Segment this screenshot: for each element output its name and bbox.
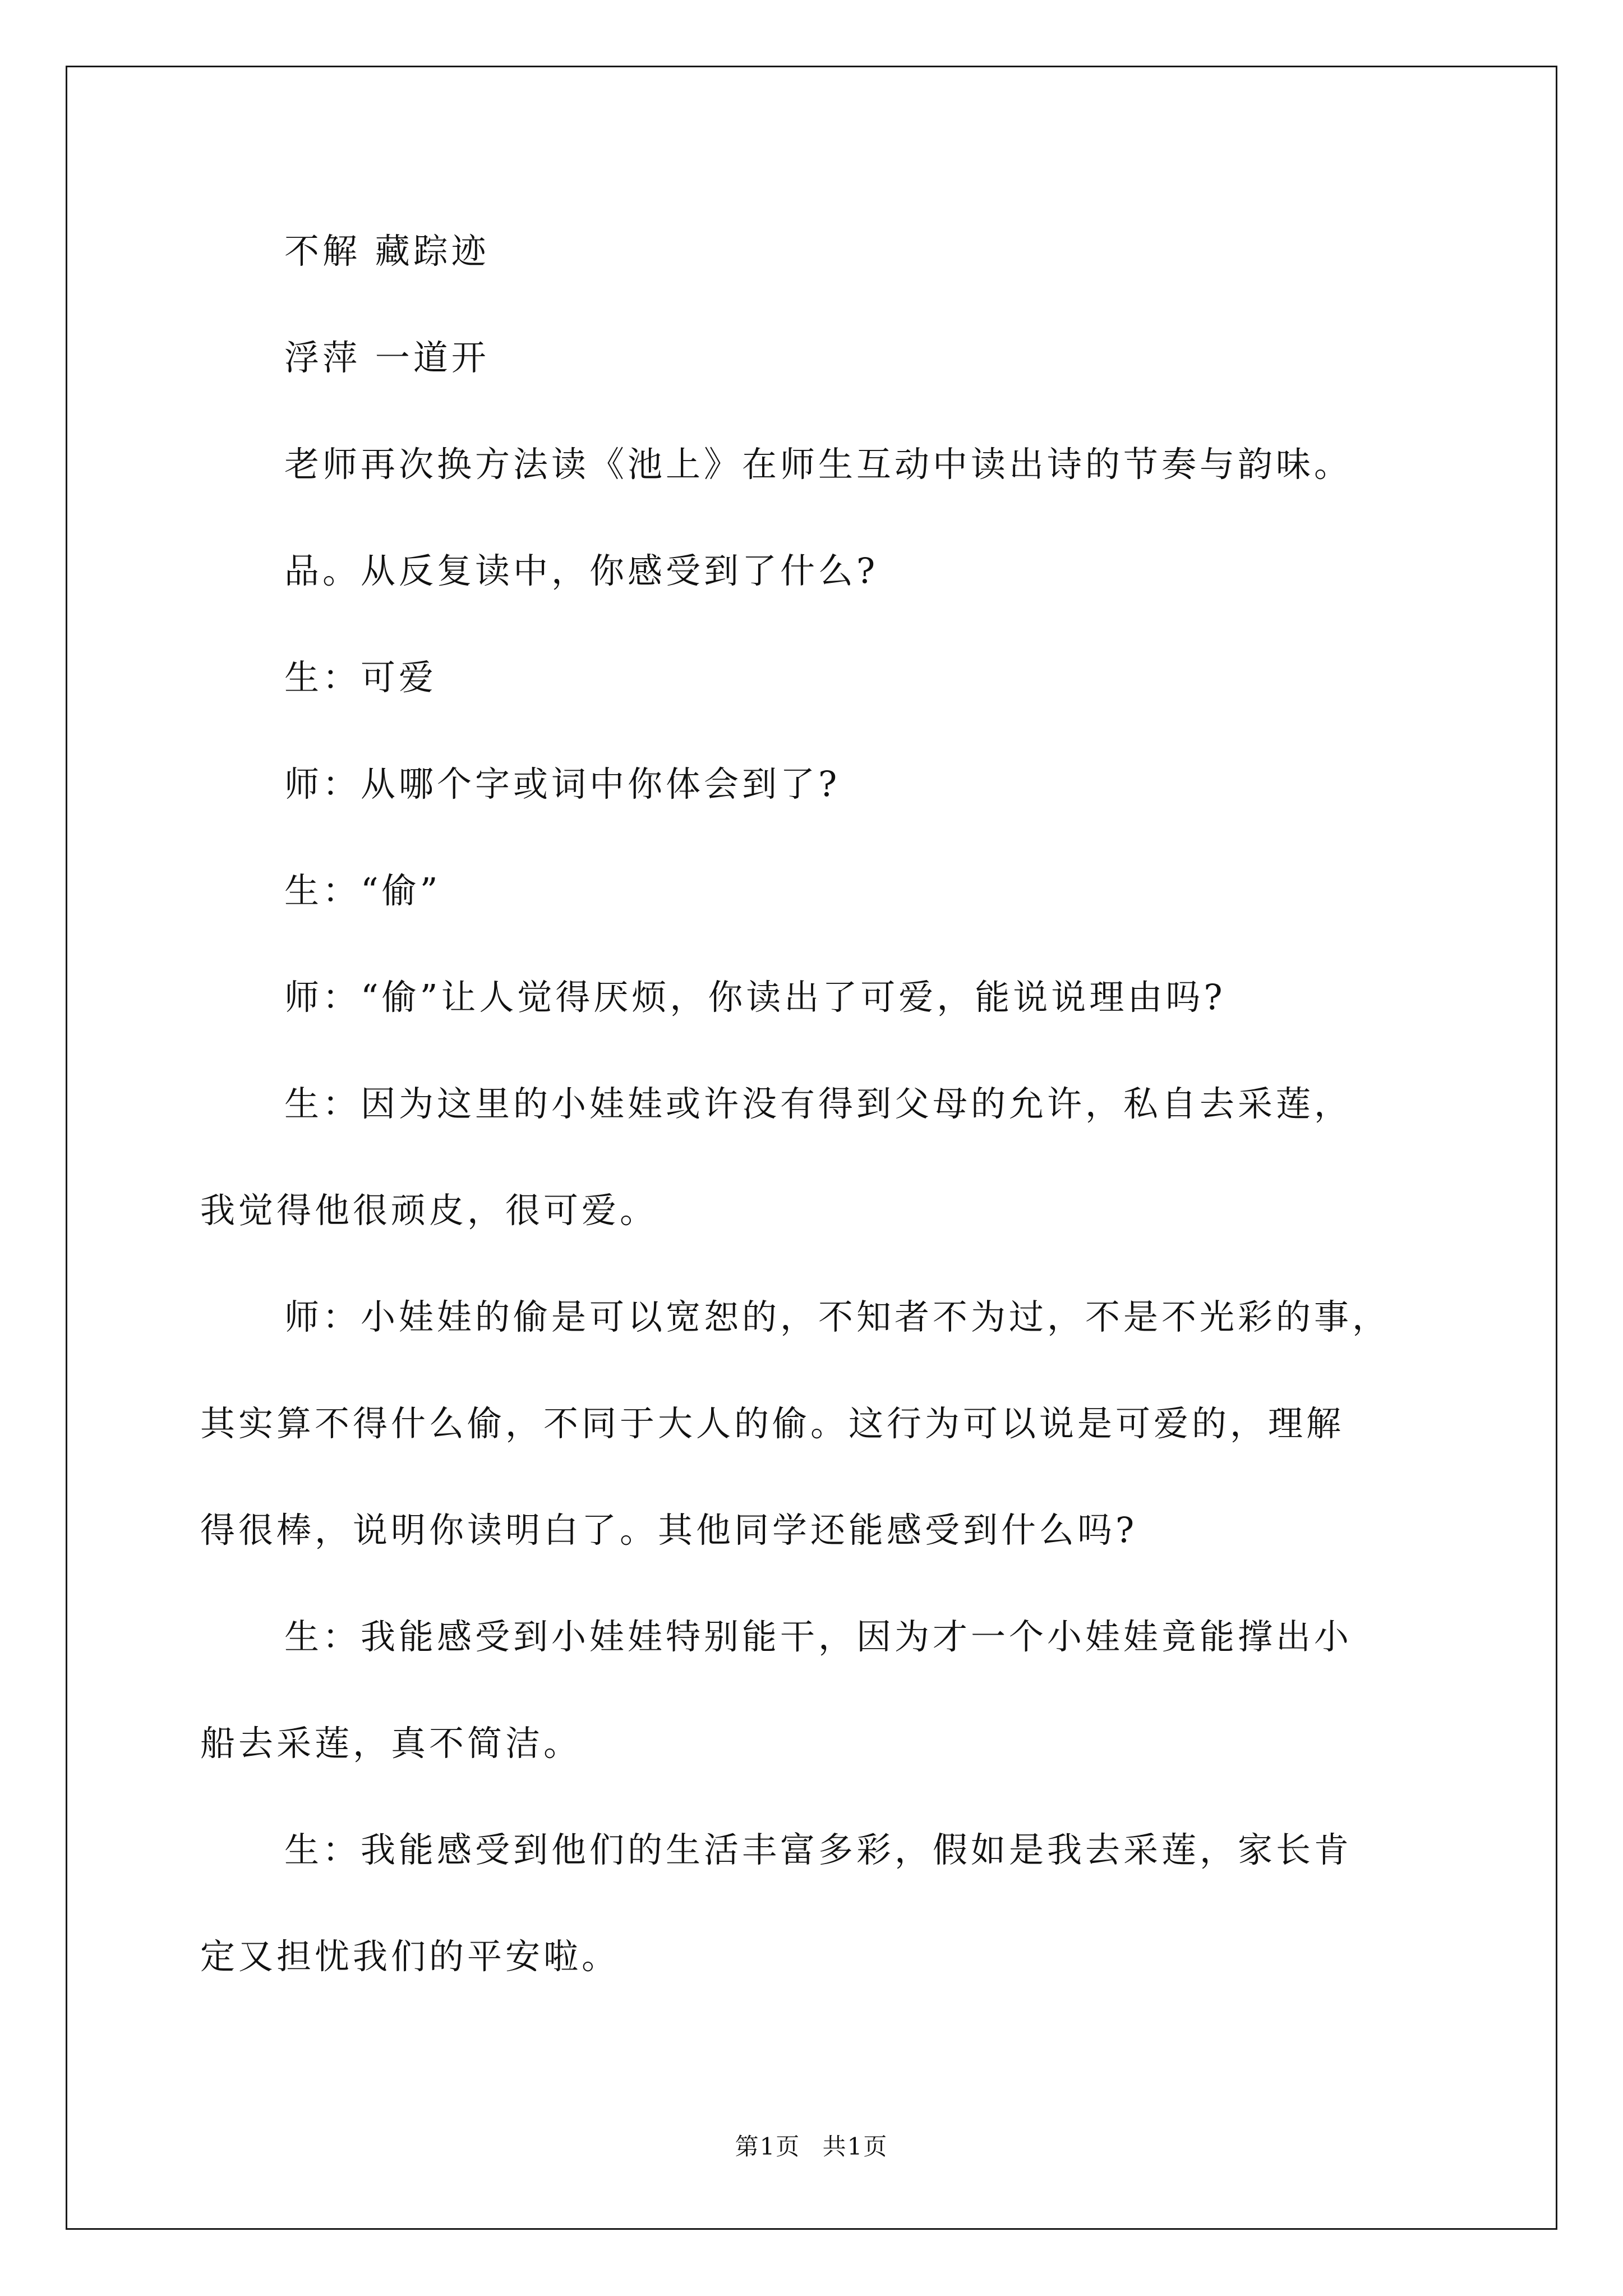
text-line: 浮萍 一道开 <box>284 337 490 378</box>
text-line: 师：从哪个字或词中你体会到了? <box>284 763 841 804</box>
text-line: 定又担忧我们的平安啦。 <box>200 1936 620 1977</box>
text-line: 我觉得他很顽皮，很可爱。 <box>200 1190 658 1231</box>
text-line: 生：可爱 <box>284 657 437 698</box>
text-line: 生：我能感受到小娃娃特别能干，因为才一个小娃娃竟能撑出小 <box>284 1616 1353 1657</box>
page-number-total: 共1页 <box>822 2133 888 2160</box>
text-line: 老师再次换方法读《池上》在师生互动中读出诗的节奏与韵味。 <box>284 444 1353 485</box>
page-border <box>66 66 1557 2230</box>
text-line: 生：因为这里的小娃娃或许没有得到父母的允许，私自去采莲， <box>284 1083 1353 1124</box>
text-line: 得很棒，说明你读明白了。其他同学还能感受到什么吗? <box>200 1510 1138 1550</box>
text-line: 师：小娃娃的偷是可以宽恕的，不知者不为过，不是不光彩的事， <box>284 1296 1391 1337</box>
text-line: 生：“偷” <box>284 870 441 911</box>
text-line: 其实算不得什么偷，不同于大人的偷。这行为可以说是可爱的，理解 <box>200 1403 1345 1444</box>
page-number-current: 第1页 <box>735 2133 801 2160</box>
text-line: 品。从反复读中，你感受到了什么? <box>284 550 879 591</box>
text-line: 船去采莲，真不简洁。 <box>200 1723 582 1764</box>
page-footer <box>0 2130 1623 2164</box>
text-line: 师：“偷”让人觉得厌烦，你读出了可爱，能说说理由吗? <box>284 977 1226 1018</box>
text-line: 生：我能感受到他们的生活丰富多彩，假如是我去采莲，家长肯 <box>284 1829 1353 1870</box>
text-line: 不解 藏踪迹 <box>284 231 490 272</box>
